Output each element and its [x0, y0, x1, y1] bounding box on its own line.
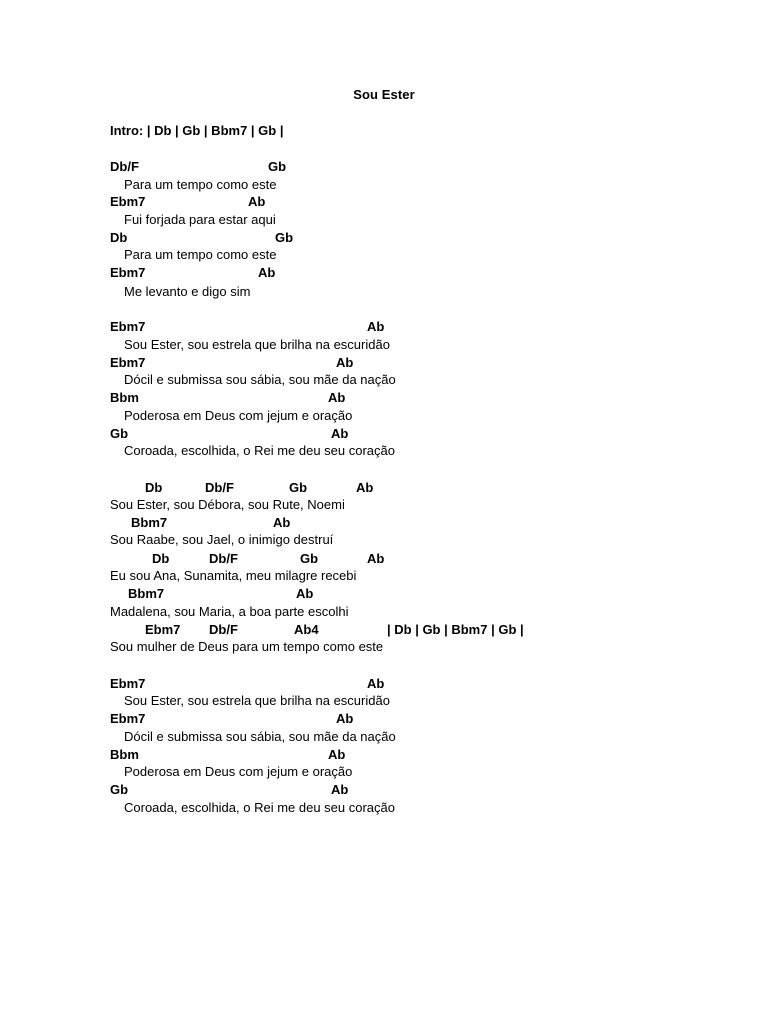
chord: Ebm7	[110, 319, 146, 334]
chord: Ab	[367, 676, 385, 691]
chord: Ab	[331, 782, 349, 797]
chord: Ab	[367, 319, 385, 334]
chord: Ab	[296, 586, 314, 601]
lyric-line: Para um tempo como este	[124, 177, 277, 192]
lyric-line: Sou Ester, sou estrela que brilha na escuridão	[124, 337, 390, 352]
chord: Db/F	[110, 159, 139, 174]
chord: Ebm7	[110, 676, 146, 691]
chord: Bbm	[110, 390, 139, 405]
chord: Ebm7	[110, 355, 146, 370]
chord: Ab4	[294, 622, 319, 637]
chord: Db/F	[209, 551, 238, 566]
lyric-line: Dócil e submissa sou sábia, sou mãe da nação	[124, 729, 396, 744]
chord: Gb	[110, 782, 129, 797]
lyric-line: Sou Ester, sou estrela que brilha na escuridão	[124, 693, 390, 708]
lyric-line: Sou mulher de Deus para um tempo como este	[110, 639, 384, 654]
chord: Db	[152, 551, 170, 566]
chord: Bbm	[110, 747, 139, 762]
lyric-line: Fui forjada para estar aqui	[124, 212, 276, 227]
chord: Ebm7	[110, 711, 146, 726]
lyric-line: Coroada, escolhida, o Rei me deu seu coração	[124, 800, 395, 815]
chord: Db/F	[209, 622, 238, 637]
chord: Ab	[367, 551, 385, 566]
chord: Ab	[273, 515, 291, 530]
chord: Ab	[328, 390, 346, 405]
lyric-line: Sou Raabe, sou Jael, o inimigo destruí	[110, 532, 334, 547]
chord: Bbm7	[128, 586, 165, 601]
lyric-line: Sou Ester, sou Débora, sou Rute, Noemi	[110, 497, 345, 512]
chord: Ab	[336, 711, 354, 726]
lyric-line: Eu sou Ana, Sunamita, meu milagre recebi	[110, 568, 357, 583]
chord: Ab	[258, 265, 276, 280]
chord: Gb	[289, 480, 308, 495]
lyric-line: Para um tempo como este	[124, 247, 277, 262]
chord: Ebm7	[110, 194, 146, 209]
chord: Gb	[275, 230, 294, 245]
intro-line: Intro: | Db | Gb | Bbm7 | Gb |	[110, 123, 284, 138]
chord: Ebm7	[110, 265, 146, 280]
chord: Gb	[110, 426, 129, 441]
chord-progression: | Db | Gb | Bbm7 | Gb |	[387, 622, 524, 637]
chord: Gb	[268, 159, 287, 174]
chord: Db	[110, 230, 128, 245]
chord: Ab	[328, 747, 346, 762]
lyric-line: Madalena, sou Maria, a boa parte escolhi	[110, 604, 349, 619]
chord: Ab	[356, 480, 374, 495]
lyric-line: Poderosa em Deus com jejum e oração	[124, 408, 353, 423]
chord: Ab	[336, 355, 354, 370]
chord: Db/F	[205, 480, 234, 495]
chord: Gb	[300, 551, 319, 566]
lyric-line: Poderosa em Deus com jejum e oração	[124, 764, 353, 779]
chord: Ebm7	[145, 622, 181, 637]
lyric-line: Coroada, escolhida, o Rei me deu seu coração	[124, 443, 395, 458]
song-title: Sou Ester	[353, 87, 415, 102]
chord: Bbm7	[131, 515, 168, 530]
lyric-line: Me levanto e digo sim	[124, 284, 251, 299]
lyric-line: Dócil e submissa sou sábia, sou mãe da nação	[124, 372, 396, 387]
chord: Ab	[248, 194, 266, 209]
chord: Ab	[331, 426, 349, 441]
chord: Db	[145, 480, 163, 495]
